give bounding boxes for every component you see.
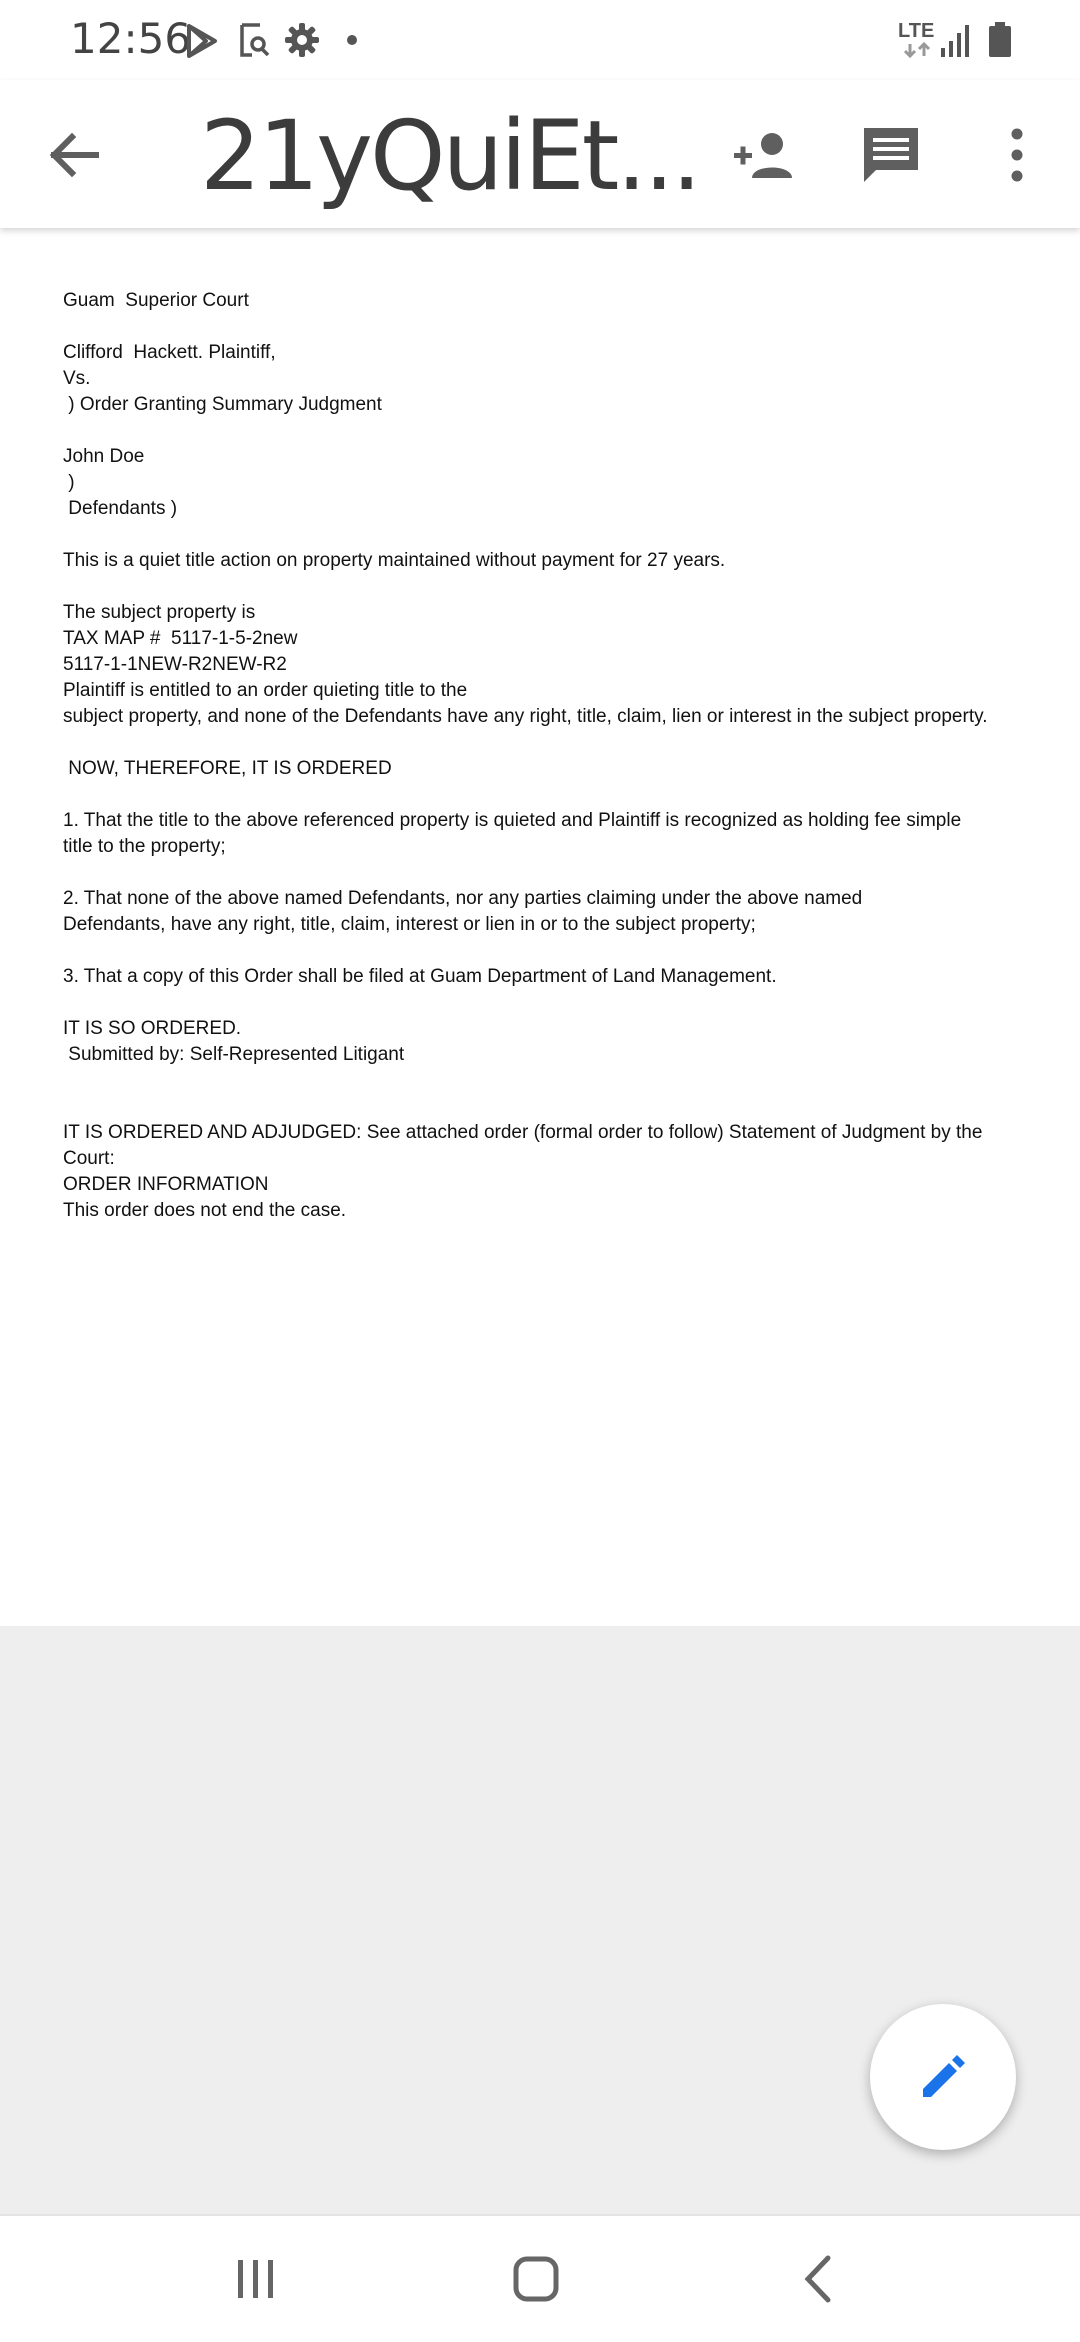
play-store-icon — [186, 24, 218, 58]
navigation-bar — [0, 2214, 1080, 2342]
document-line: subject property, and none of the Defendants have any right, title, claim, lien or interest in the subject property. — [63, 706, 988, 727]
document-line: Defendants, have any right, title, claim, interest or lien in or to the subject property; — [63, 914, 756, 935]
document-line: title to the property; — [63, 836, 226, 857]
blank-line — [63, 1094, 1023, 1120]
document-line: This order does not end the case. — [63, 1200, 347, 1221]
status-bar — [0, 0, 1080, 80]
signal-icon — [940, 24, 970, 58]
add-person-icon[interactable] — [730, 120, 800, 190]
recent-apps-icon[interactable] — [216, 2246, 296, 2312]
blank-line — [63, 782, 1023, 808]
blank-line — [63, 574, 1023, 600]
edit-fab-button[interactable] — [870, 2004, 1016, 2150]
edit-pencil-icon — [915, 2049, 971, 2105]
document-line: ) — [63, 472, 75, 493]
document-line: NOW, THEREFORE, IT IS ORDERED — [63, 758, 392, 779]
home-icon[interactable] — [496, 2246, 576, 2312]
document-title: 21yQuiEt... — [200, 100, 699, 212]
blank-line — [63, 418, 1023, 444]
back-nav-icon[interactable] — [780, 2246, 860, 2312]
document-line: IT IS SO ORDERED. — [63, 1018, 242, 1039]
document-line: Submitted by: Self-Represented Litigant — [63, 1044, 405, 1065]
document-line: Plaintiff is entitled to an order quieting title to the — [63, 680, 468, 701]
document-line: Clifford Hackett. Plaintiff, — [63, 342, 276, 363]
blank-line — [63, 522, 1023, 548]
document-line: Vs. — [63, 368, 91, 389]
document-line: ) Order Granting Summary Judgment — [63, 394, 382, 415]
document-line: Defendants ) — [63, 498, 178, 519]
document-line: John Doe — [63, 446, 145, 467]
document-line: 3. That a copy of this Order shall be filed at Guam Department of Land Management. — [63, 966, 777, 987]
document-line: 2. That none of the above named Defendants, nor any parties claiming under the above named — [63, 888, 863, 909]
document-line: TAX MAP # 5117-1-5-2new — [63, 628, 298, 649]
lte-label: LTE — [898, 20, 935, 42]
document-line: The subject property is — [63, 602, 256, 623]
blank-line — [63, 990, 1023, 1016]
document-line: Court: — [63, 1148, 115, 1169]
battery-icon — [988, 22, 1012, 58]
blank-line — [63, 730, 1023, 756]
notification-dot-icon — [346, 34, 358, 46]
blank-line — [63, 938, 1023, 964]
lte-data-icon — [902, 42, 932, 58]
document-line: ORDER INFORMATION — [63, 1174, 269, 1195]
blank-line — [63, 314, 1023, 340]
document-page[interactable] — [0, 228, 1080, 1626]
document-line: 1. That the title to the above referenced property is quieted and Plaintiff is recognized as holding fee simple — [63, 810, 962, 831]
app-bar — [0, 80, 1080, 228]
blank-line — [63, 1068, 1023, 1094]
blank-line — [63, 860, 1023, 886]
settings-gear-icon — [284, 22, 320, 58]
back-arrow-icon[interactable] — [38, 120, 108, 190]
document-line: This is a quiet title action on property maintained without payment for 27 years. — [63, 550, 726, 571]
document-body — [63, 288, 1023, 1224]
status-time: 12:56 — [70, 14, 192, 63]
document-line: 5117-1-1NEW-R2NEW-R2 — [63, 654, 287, 675]
screenshot-search-icon — [238, 22, 270, 58]
document-line: IT IS ORDERED AND ADJUDGED: See attached order (formal order to follow) Statement of Judgment by the — [63, 1122, 983, 1143]
document-line: Guam Superior Court — [63, 290, 249, 311]
comment-icon[interactable] — [856, 122, 926, 192]
more-vert-icon[interactable] — [982, 120, 1052, 190]
